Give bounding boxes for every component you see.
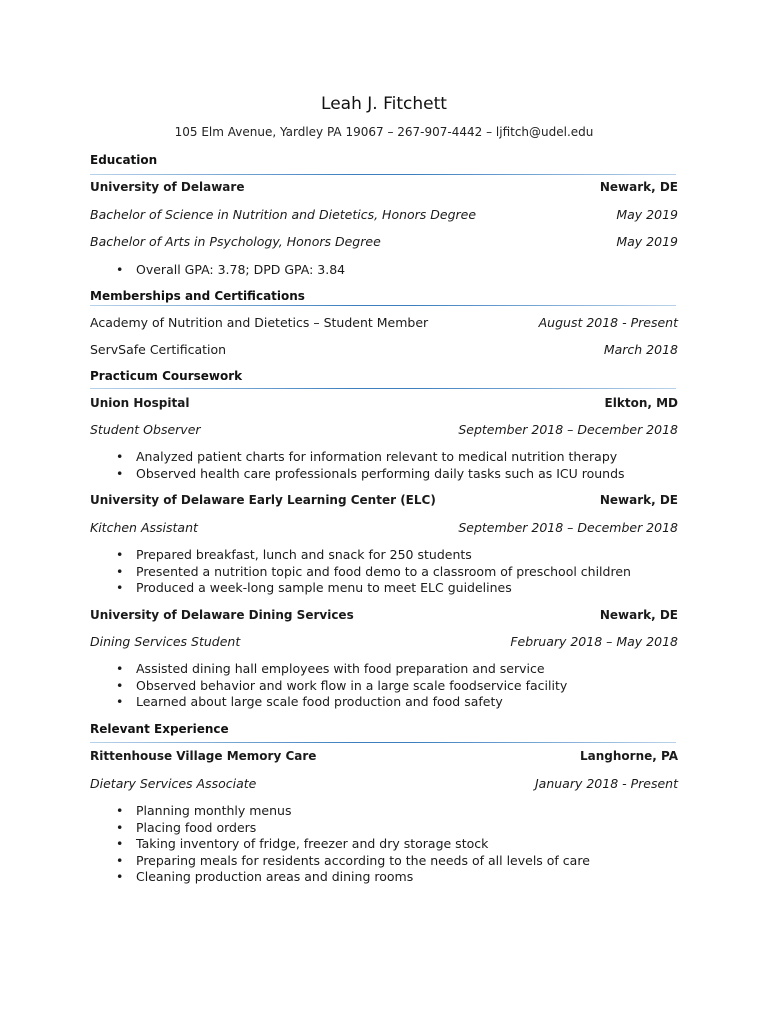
list-item: • Planning monthly menus xyxy=(90,803,678,820)
job-role: Dining Services Student xyxy=(90,634,241,649)
job-role-row xyxy=(90,634,678,649)
membership-name: Academy of Nutrition and Dietetics – Student Member xyxy=(90,315,429,330)
job-org: University of Delaware Early Learning Center (ELC) xyxy=(90,493,436,507)
job-role-row xyxy=(90,520,678,535)
section-divider xyxy=(90,305,676,306)
job-location: Newark, DE xyxy=(599,608,678,622)
degree-row xyxy=(90,207,678,222)
list-item: • Observed health care professionals performing daily tasks such as ICU rounds xyxy=(90,466,678,483)
list-item: • Analyzed patient charts for information relevant to medical nutrition therapy xyxy=(90,449,678,466)
list-item: • Observed behavior and work flow in a large scale foodservice facility xyxy=(90,678,678,695)
job-role: Kitchen Assistant xyxy=(90,520,198,535)
education-bullets xyxy=(90,262,678,279)
list-item: • Prepared breakfast, lunch and snack for 250 students xyxy=(90,547,678,564)
job-location: Newark, DE xyxy=(599,493,678,507)
job-dates: September 2018 – December 2018 xyxy=(458,520,678,535)
list-item: • Placing food orders xyxy=(90,820,678,837)
job-dates: September 2018 – December 2018 xyxy=(458,422,678,437)
list-item: • Assisted dining hall employees with food preparation and service xyxy=(90,661,678,678)
job-bullets xyxy=(90,547,678,597)
job-org: University of Delaware Dining Services xyxy=(90,608,354,622)
section-divider xyxy=(90,388,676,389)
school-location: Newark, DE xyxy=(599,180,678,194)
section-title-education: Education xyxy=(90,153,158,167)
certification-name: ServSafe Certification xyxy=(90,342,227,357)
job-location: Langhorne, PA xyxy=(580,749,678,763)
membership-date: August 2018 - Present xyxy=(538,315,678,330)
job-org-row xyxy=(90,749,678,763)
certification-row xyxy=(90,342,678,357)
job-bullets xyxy=(90,449,678,482)
list-item: • Preparing meals for residents according to the needs of all levels of care xyxy=(90,853,678,870)
degree-row xyxy=(90,234,678,249)
job-location: Elkton, MD xyxy=(604,396,678,410)
job-dates: January 2018 - Present xyxy=(534,776,678,791)
section-divider xyxy=(90,742,676,743)
contact-line: 105 Elm Avenue, Yardley PA 19067 – 267-907-4442 – ljfitch@udel.edu xyxy=(174,125,594,139)
section-title-experience: Relevant Experience xyxy=(90,722,229,736)
list-item: • Overall GPA: 3.78; DPD GPA: 3.84 xyxy=(90,262,678,279)
job-bullets xyxy=(90,661,678,711)
degree-date: May 2019 xyxy=(616,207,678,222)
section-divider xyxy=(90,174,676,175)
job-dates: February 2018 – May 2018 xyxy=(510,634,678,649)
degree-name: Bachelor of Arts in Psychology, Honors Degree xyxy=(90,234,381,249)
list-item: • Produced a week-long sample menu to meet ELC guidelines xyxy=(90,580,678,597)
school-name: University of Delaware xyxy=(90,180,245,194)
list-item: • Learned about large scale food production and food safety xyxy=(90,694,678,711)
degree-date: May 2019 xyxy=(616,234,678,249)
list-item: • Presented a nutrition topic and food demo to a classroom of preschool children xyxy=(90,564,678,581)
job-bullets xyxy=(90,803,678,886)
section-title-practicum: Practicum Coursework xyxy=(90,369,243,383)
job-org: Union Hospital xyxy=(90,396,190,410)
job-org: Rittenhouse Village Memory Care xyxy=(90,749,317,763)
job-role: Student Observer xyxy=(90,422,201,437)
section-title-memberships: Memberships and Certifications xyxy=(90,289,305,303)
job-org-row xyxy=(90,493,678,507)
job-role-row xyxy=(90,422,678,437)
degree-name: Bachelor of Science in Nutrition and Dietetics, Honors Degree xyxy=(90,207,477,222)
membership-row xyxy=(90,315,678,330)
list-item: • Taking inventory of fridge, freezer and dry storage stock xyxy=(90,836,678,853)
list-item: • Cleaning production areas and dining rooms xyxy=(90,869,678,886)
job-role: Dietary Services Associate xyxy=(90,776,257,791)
certification-date: March 2018 xyxy=(603,342,678,357)
job-role-row xyxy=(90,776,678,791)
job-org-row xyxy=(90,396,678,410)
resume-name: Leah J. Fitchett xyxy=(321,94,447,114)
job-org-row xyxy=(90,608,678,622)
education-school-row xyxy=(90,180,678,194)
